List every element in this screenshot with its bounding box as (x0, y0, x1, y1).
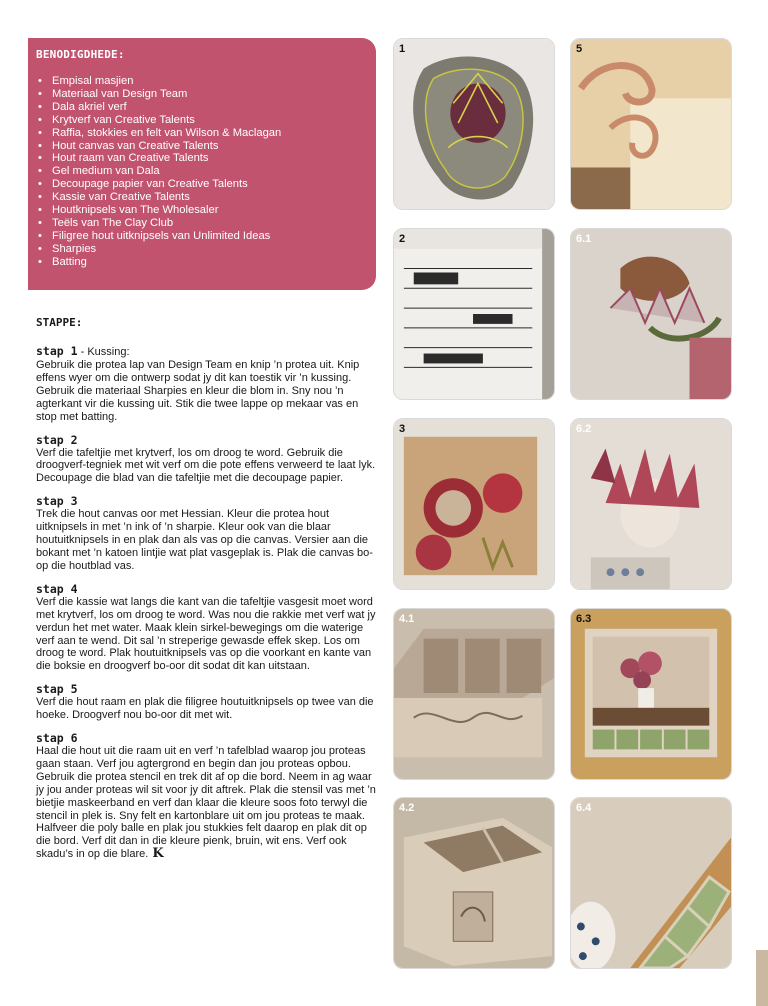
photo-5-frame-corner (570, 38, 732, 210)
supply-item: • Empisal masjien (52, 75, 376, 88)
photo-4-2-box (393, 797, 555, 969)
steps-title: STAPPE: (36, 316, 83, 329)
step-5 (36, 683, 382, 722)
photo-number: 6.1 (576, 233, 592, 245)
photo-6-1-protea (570, 228, 732, 400)
supplies-box (28, 38, 376, 290)
supply-item: • Hout canvas van Creative Talents (52, 140, 376, 153)
step-6 (36, 732, 382, 861)
photo-4-1-box (393, 608, 555, 780)
supplies-list (36, 75, 376, 269)
photo-number: 3 (399, 423, 406, 435)
step-title: stap 4 (36, 581, 78, 596)
step-body: Gebruik die protea lap van Design Team en knip ’n protea uit. Knip effens wyer om die ontwerp sodat jy dit kan toestik vir ’n kussing. Gebruik die materiaal Sharpies en kleur die blom in. Sny nou ’n agterkant vir die kussing uit. Stik die twee lappe op mekaar vas en stop met batting. (36, 359, 360, 423)
photo-number: 4.1 (399, 613, 415, 625)
step-4 (36, 583, 382, 673)
step-title: stap 5 (36, 682, 78, 697)
step-3 (36, 495, 382, 573)
step-title: stap 2 (36, 432, 78, 447)
supply-item: • Materiaal van Design Team (52, 88, 376, 101)
photo-number: 6.4 (576, 802, 592, 814)
step-body: Verf die tafeltjie met krytverf, los om droog te word. Gebruik die droogverf-tegniek met wit verf om die pote effens verweerd te laat lyk. Decoupage die blad van die tafeltjie met die decoupage papier. (36, 446, 376, 485)
photo-number: 6.2 (576, 423, 592, 435)
photo-3-canvas (393, 418, 555, 590)
supply-item: • Raffia, stokkies en felt van Wilson & Maclagan (52, 127, 376, 140)
step-body: Haal die hout uit die raam uit en verf ’n tafelblad waarop jou proteas gaan staan. Verf jou agtergrond en begin dan jou proteas opbou. Gebruik die protea stencil en trek dit af op die bord. Neem in ag waar jy jou ander proteas wil sit voor jy dit aftrek. Plak die stensil vas met ’n bietjie maskeerband en verf dan klaar die kleure soos foto terwyl die stencil in plek is. Sny felt en kartonblare uit om jou proteas te maak. Halfveer die poly balle en plak jou stukkies felt daarop en plak dit op die bord. Verf dit dan in die kleure pienk, bruin, wit ens. Verf ook skadu’s in op die blare. (36, 745, 376, 861)
supply-item: • Decoupage papier van Creative Talents (52, 178, 376, 191)
supplies-title: BENODIGDHEDE: (36, 48, 125, 61)
photo-number: 5 (576, 43, 583, 55)
supply-item: • Batting (52, 256, 376, 269)
photo-2-decoupage-table (393, 228, 555, 400)
step-subtitle: - Kussing: (77, 346, 130, 358)
supply-item: • Krytverf van Creative Talents (52, 114, 376, 127)
photo-number: 6.3 (576, 613, 592, 625)
supply-item: • Houtknipsels van The Wholesaler (52, 204, 376, 217)
photo-1-cushion (393, 38, 555, 210)
photo-6-2-protea-vase (570, 418, 732, 590)
step-title: stap 1 (36, 344, 78, 358)
step-1 (36, 345, 382, 424)
step-title: stap 6 (36, 731, 78, 746)
supply-item: • Teëls van The Clay Club (52, 217, 376, 230)
supply-item: • Hout raam van Creative Talents (52, 152, 376, 165)
supply-item: • Kassie van Creative Talents (52, 191, 376, 204)
photo-6-3-framed-painting (570, 608, 732, 780)
photo-6-4-tiles (570, 797, 732, 969)
step-2 (36, 434, 382, 486)
supply-item: • Filigree hout uitknipsels van Unlimited Ideas (52, 230, 376, 243)
photo-number: 4.2 (399, 802, 415, 814)
step-body: Verf die kassie wat langs die kant van die tafeltjie vasgesit moet word met krytverf, los om droog te word. Was nou die rakkie met verf wat jy verdun het met water. Maak klein sirkel-bewegings om die waterige verf aan te wend. Dit sal ’n streperige gewasde effek skep. Los om droog te word. Plak houtuitknipsels vas op die voorkant en kante van die boksie en droogverf bo-oor dit sodat dit kan uitstaan. (36, 595, 376, 673)
page-edge-decoration (756, 950, 768, 1006)
supply-item: • Dala akriel verf (52, 101, 376, 114)
photo-number: 1 (399, 43, 406, 55)
step-title: stap 3 (36, 494, 78, 509)
step-body: Verf die hout raam en plak die filigree houtuitknipsels op twee van die hoeke. Droogverf nou bo-oor dit met wit. (36, 696, 374, 722)
supply-item: • Sharpies (52, 243, 376, 256)
signature: K (152, 846, 164, 862)
step-body: Trek die hout canvas oor met Hessian. Kleur die protea hout uitknipsels in met ’n ink of ’n sharpie. Kleur ook van die blaar houtuitknipsels in en plak dan als vas op die canvas. Versier aan die bokant met ’n katoen lintjie wat plat vasgeplak is. Plak die canvas bo-op die houtblad vas. (36, 508, 373, 572)
steps-section (36, 316, 382, 871)
supply-item: • Gel medium van Dala (52, 165, 376, 178)
photo-number: 2 (399, 233, 406, 245)
